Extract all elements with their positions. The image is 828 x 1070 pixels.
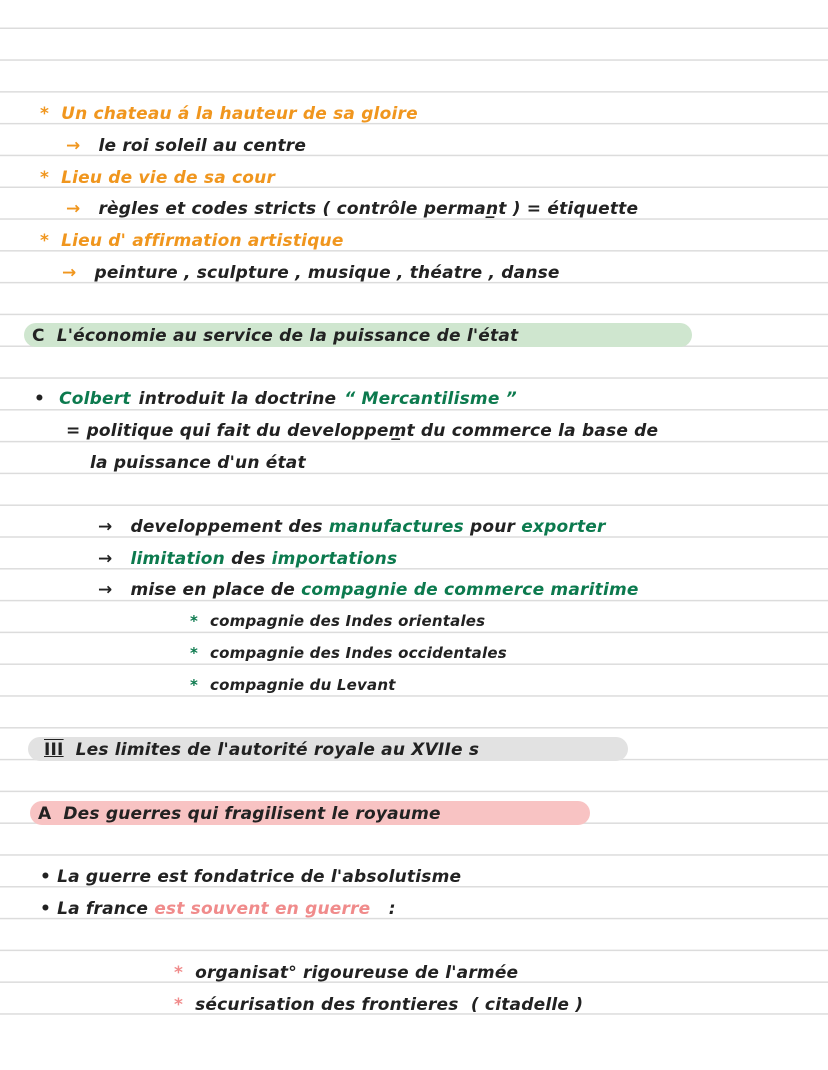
- note-line: [34, 389, 517, 421]
- note-text: :: [370, 899, 396, 919]
- note-line: [66, 199, 638, 231]
- heading-artistique: Lieu d' affirmation artistique: [61, 231, 344, 251]
- doctrine-name: “ Mercantilisme ”: [344, 389, 517, 409]
- asterisk-icon: *: [40, 231, 50, 251]
- note-text: introduit la doctrine: [138, 389, 337, 409]
- note-text: le roi soleil au centre: [98, 136, 307, 156]
- arrow-icon: →: [98, 517, 113, 537]
- company-line: [190, 676, 396, 708]
- colbert-name: Colbert: [59, 389, 131, 409]
- section-label: A: [38, 804, 52, 824]
- asterisk-icon: *: [174, 995, 184, 1015]
- heading-chateau: Un chateau á la hauteur de sa gloire: [61, 104, 418, 124]
- measure-line: [98, 517, 606, 549]
- arrow-icon: →: [62, 263, 77, 283]
- section-title: L'économie au service de la puissance de l'état: [56, 326, 519, 346]
- keyword: est souvent en guerre: [154, 899, 371, 919]
- asterisk-icon: *: [190, 676, 199, 694]
- arrow-icon: →: [66, 136, 81, 156]
- company-line: [190, 644, 507, 676]
- note-text: La guerre est fondatrice de l'absolutisme: [57, 867, 462, 887]
- note-text: mise en place de: [130, 580, 302, 600]
- note-text: sécurisation des frontieres ( citadelle ): [195, 995, 584, 1015]
- note-text: règles et codes stricts ( contrôle perman̲t ) = étiquette: [98, 199, 639, 219]
- note-text: developpement des: [130, 517, 329, 537]
- company-name: compagnie du Levant: [210, 676, 396, 694]
- definition-line: [90, 453, 306, 485]
- section-title: Les limites de l'autorité royale au XVIIe s: [75, 740, 480, 760]
- section-heading-a: [38, 804, 441, 836]
- keyword: manufactures: [328, 517, 464, 537]
- note-text: organisat° rigoureuse de l'armée: [195, 963, 519, 983]
- bullet-dot: •: [40, 899, 52, 919]
- note-line: [40, 231, 344, 263]
- arrow-icon: →: [66, 199, 81, 219]
- definition-line: [66, 421, 658, 453]
- section-title: Des guerres qui fragilisent le royaume: [63, 804, 441, 824]
- consequence-line: [174, 963, 518, 995]
- war-point: [40, 899, 396, 931]
- section-heading-c: [32, 326, 518, 358]
- bullet-dot: •: [40, 867, 52, 887]
- keyword: limitation: [130, 549, 225, 569]
- measure-line: [98, 580, 639, 612]
- section-label: C: [32, 326, 45, 346]
- note-line: [66, 136, 306, 168]
- section-heading-iii: [44, 740, 479, 772]
- asterisk-icon: *: [40, 104, 50, 124]
- asterisk-icon: *: [174, 963, 184, 983]
- definition-text: la puissance d'un état: [90, 453, 306, 473]
- note-line: [62, 263, 560, 295]
- note-text: La france: [57, 899, 155, 919]
- asterisk-icon: *: [40, 168, 50, 188]
- keyword: exporter: [521, 517, 606, 537]
- note-text: pour: [463, 517, 522, 537]
- company-line: [190, 612, 485, 644]
- keyword: compagnie de commerce maritime: [301, 580, 639, 600]
- asterisk-icon: *: [190, 644, 199, 662]
- arrow-icon: →: [98, 580, 113, 600]
- heading-cour: Lieu de vie de sa cour: [61, 168, 276, 188]
- bullet-dot: •: [34, 389, 46, 409]
- note-text: peinture , sculpture , musique , théatre , danse: [94, 263, 560, 283]
- definition-text: = politique qui fait du developpem̲t du commerce la base de: [66, 421, 659, 441]
- war-point: [40, 867, 461, 899]
- section-label: III: [44, 740, 64, 760]
- asterisk-icon: *: [190, 612, 199, 630]
- company-name: compagnie des Indes occidentales: [210, 644, 507, 662]
- company-name: compagnie des Indes orientales: [210, 612, 486, 630]
- measure-line: [98, 549, 397, 581]
- note-text: des: [224, 549, 272, 569]
- note-line: [40, 104, 418, 136]
- keyword: importations: [271, 549, 398, 569]
- note-line: [40, 168, 275, 200]
- arrow-icon: →: [98, 549, 113, 569]
- page-bottom-margin: [0, 1016, 828, 1070]
